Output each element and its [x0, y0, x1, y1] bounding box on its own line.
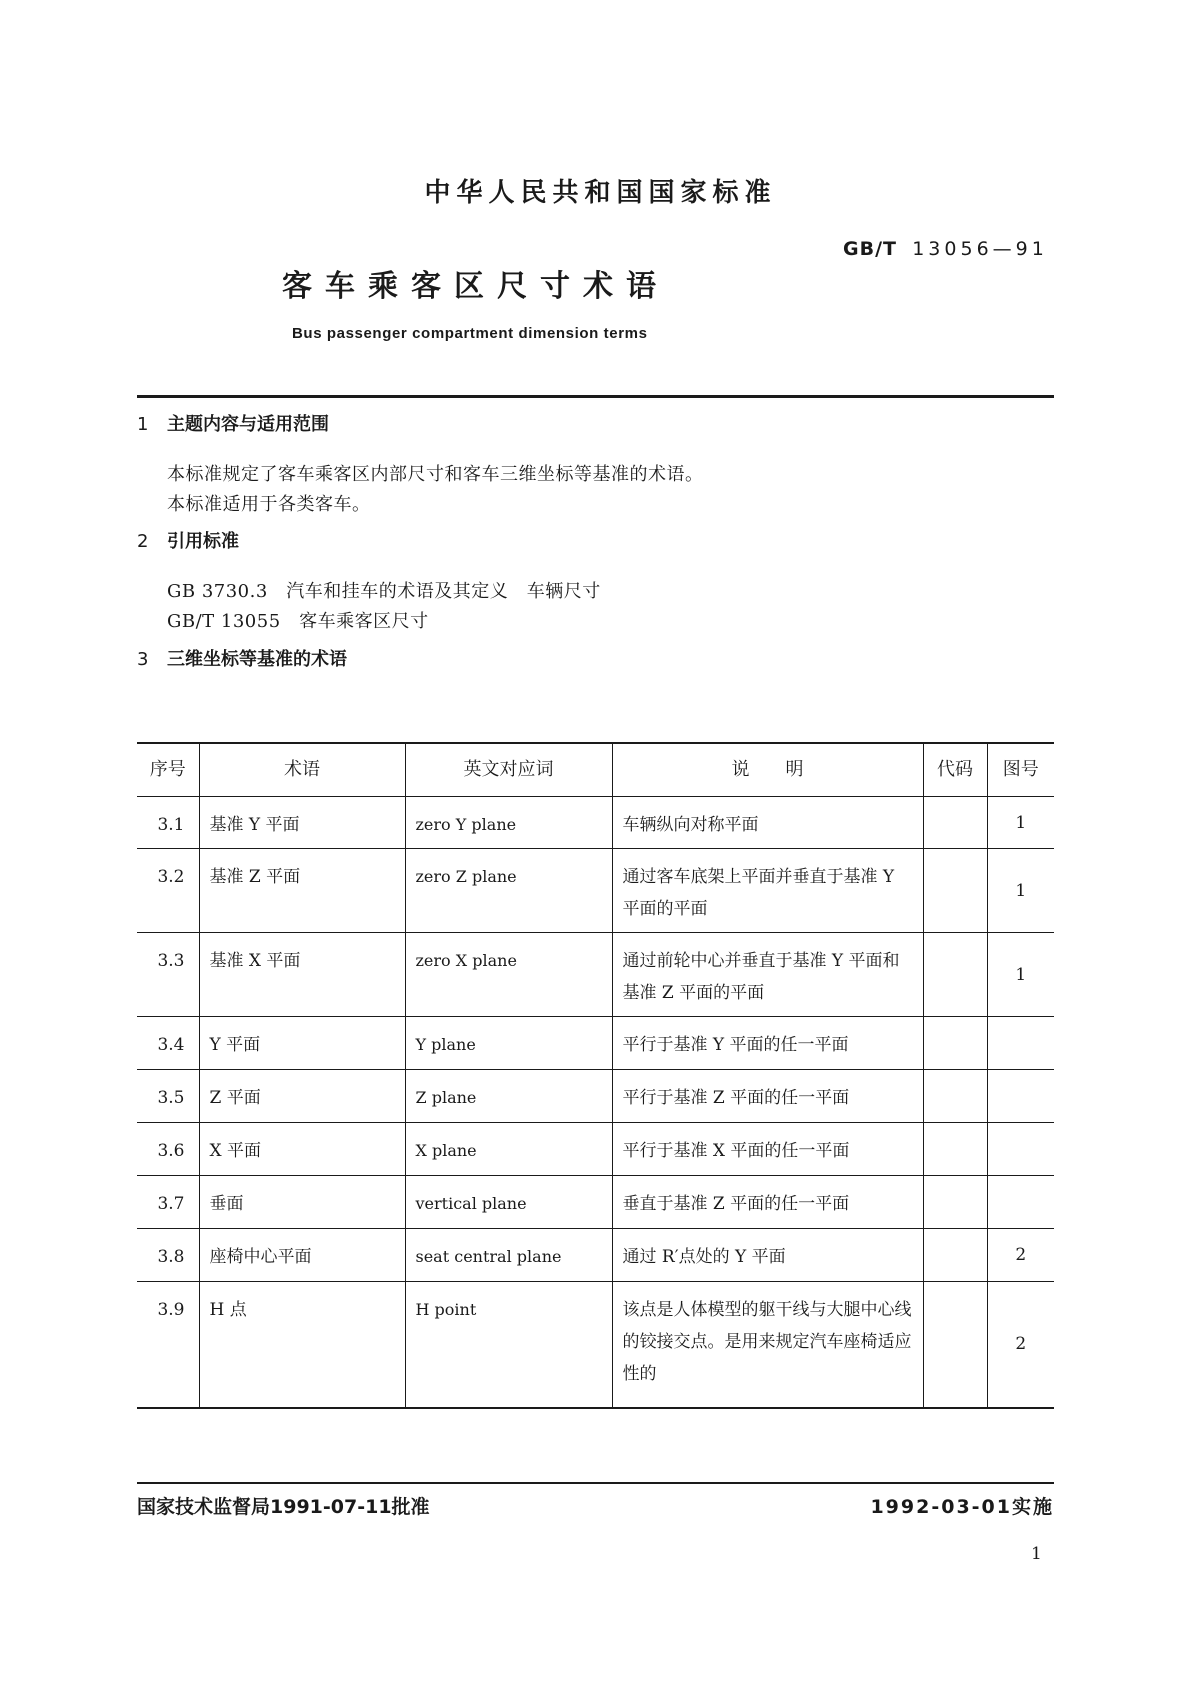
row-seq: 3.3 — [137, 933, 199, 1017]
section-2-title: 引用标准 — [167, 531, 239, 552]
row-code — [923, 849, 987, 933]
row-code — [923, 1229, 987, 1282]
row-term: H 点 — [199, 1282, 405, 1408]
section-1-title: 主题内容与适用范围 — [167, 414, 329, 435]
row-english: vertical plane — [405, 1176, 612, 1229]
page-number: 1 — [1031, 1544, 1042, 1564]
row-term: 基准 Y 平面 — [199, 797, 405, 849]
row-code — [923, 933, 987, 1017]
row-description: 通过 R′点处的 Y 平面 — [612, 1229, 923, 1282]
table-row — [137, 1229, 1054, 1282]
footer-divider — [137, 1482, 1054, 1484]
row-english: Z plane — [405, 1070, 612, 1123]
row-english: zero Y plane — [405, 797, 612, 849]
header-seq: 序号 — [137, 743, 199, 797]
row-description: 车辆纵向对称平面 — [612, 797, 923, 849]
document-title-cn: 客车乘客区尺寸术语 — [282, 269, 669, 304]
row-seq: 3.7 — [137, 1176, 199, 1229]
row-english: H point — [405, 1282, 612, 1408]
row-figure — [987, 1176, 1054, 1229]
document-title-en: Bus passenger compartment dimension terms — [292, 325, 648, 342]
row-code — [923, 1017, 987, 1070]
row-figure: 1 — [987, 849, 1054, 933]
section-2-heading — [137, 527, 239, 553]
section-1-heading — [137, 410, 329, 436]
row-code — [923, 1176, 987, 1229]
table-row — [137, 1123, 1054, 1176]
row-term: 基准 X 平面 — [199, 933, 405, 1017]
table-header-row — [137, 743, 1054, 797]
header-divider — [137, 395, 1054, 398]
row-figure — [987, 1017, 1054, 1070]
table-row — [137, 1017, 1054, 1070]
table-row — [137, 797, 1054, 849]
standard-prefix: GB/T — [843, 238, 897, 260]
row-description: 垂直于基准 Z 平面的任一平面 — [612, 1176, 923, 1229]
header-description: 说 明 — [612, 743, 923, 797]
reference-2: GB/T 13055 客车乘客区尺寸 — [167, 611, 429, 632]
header-figure: 图号 — [987, 743, 1054, 797]
row-code — [923, 1282, 987, 1408]
row-seq: 3.8 — [137, 1229, 199, 1282]
row-figure: 1 — [987, 933, 1054, 1017]
row-figure: 1 — [987, 797, 1054, 849]
row-code — [923, 1070, 987, 1123]
header-code: 代码 — [923, 743, 987, 797]
row-english: seat central plane — [405, 1229, 612, 1282]
section-2-number: 2 — [137, 531, 149, 552]
row-figure — [987, 1123, 1054, 1176]
standard-code — [843, 238, 1048, 260]
row-seq: 3.2 — [137, 849, 199, 933]
standard-number: 13056—91 — [912, 238, 1048, 260]
table-row — [137, 1176, 1054, 1229]
row-seq: 3.4 — [137, 1017, 199, 1070]
row-term: X 平面 — [199, 1123, 405, 1176]
row-description: 通过客车底架上平面并垂直于基准 Y 平面的平面 — [612, 849, 923, 933]
section-1-paragraph-1: 本标准规定了客车乘客区内部尺寸和客车三维坐标等基准的术语。 — [167, 464, 704, 485]
row-description: 该点是人体模型的躯干线与大腿中心线的铰接交点。是用来规定汽车座椅适应性的 — [612, 1282, 923, 1408]
row-seq: 3.6 — [137, 1123, 199, 1176]
row-figure — [987, 1070, 1054, 1123]
row-term: 垂面 — [199, 1176, 405, 1229]
header-english: 英文对应词 — [405, 743, 612, 797]
row-seq: 3.5 — [137, 1070, 199, 1123]
row-figure: 2 — [987, 1229, 1054, 1282]
row-code — [923, 1123, 987, 1176]
table-row — [137, 1282, 1054, 1408]
row-seq: 3.1 — [137, 797, 199, 849]
row-english: Y plane — [405, 1017, 612, 1070]
row-description: 通过前轮中心并垂直于基准 Y 平面和基准 Z 平面的平面 — [612, 933, 923, 1017]
row-description: 平行于基准 Z 平面的任一平面 — [612, 1070, 923, 1123]
row-code — [923, 797, 987, 849]
section-1-number: 1 — [137, 414, 149, 435]
row-description: 平行于基准 Y 平面的任一平面 — [612, 1017, 923, 1070]
table-row — [137, 933, 1054, 1017]
row-description: 平行于基准 X 平面的任一平面 — [612, 1123, 923, 1176]
row-term: 基准 Z 平面 — [199, 849, 405, 933]
reference-1: GB 3730.3 汽车和挂车的术语及其定义 车辆尺寸 — [167, 581, 601, 602]
table-row — [137, 849, 1054, 933]
section-1-paragraph-2: 本标准适用于各类客车。 — [167, 494, 371, 515]
row-english: zero X plane — [405, 933, 612, 1017]
row-figure: 2 — [987, 1282, 1054, 1408]
terms-table — [137, 742, 1054, 1409]
row-english: X plane — [405, 1123, 612, 1176]
row-term: Z 平面 — [199, 1070, 405, 1123]
approval-date: 国家技术监督局1991-07-11批准 — [137, 1496, 430, 1518]
row-english: zero Z plane — [405, 849, 612, 933]
row-term: 座椅中心平面 — [199, 1229, 405, 1282]
national-standard-heading: 中华人民共和国国家标准 — [424, 178, 777, 208]
table-row — [137, 1070, 1054, 1123]
section-3-title: 三维坐标等基准的术语 — [167, 649, 347, 670]
section-3-heading — [137, 645, 347, 671]
row-term: Y 平面 — [199, 1017, 405, 1070]
header-term: 术语 — [199, 743, 405, 797]
implementation-date: 1992-03-01实施 — [870, 1496, 1054, 1518]
section-3-number: 3 — [137, 649, 149, 670]
row-seq: 3.9 — [137, 1282, 199, 1408]
